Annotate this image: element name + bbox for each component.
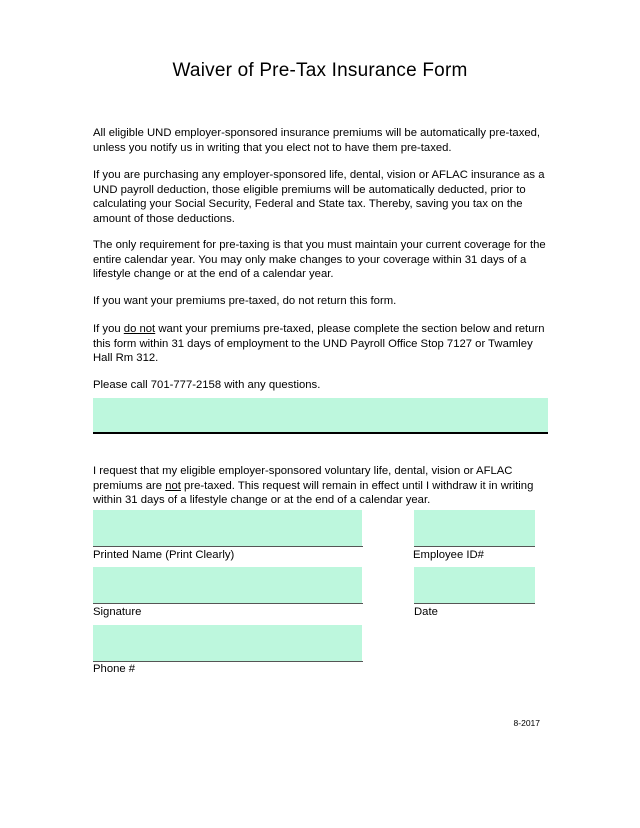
- section-divider: [93, 432, 548, 434]
- not-emphasis: not: [165, 479, 181, 492]
- employee-id-input[interactable]: [414, 510, 535, 546]
- date-label: Date: [414, 606, 438, 618]
- intro-paragraph: All eligible UND employer-sponsored insurance premiums will be automatically pre-taxed, unless you notify us in writing that you elect not to have them pre-taxed.: [93, 127, 541, 154]
- request-statement-start: I request that my eligible employer-sponsored voluntary life, dental, vision or AFLAC premiums are: [93, 465, 513, 492]
- phone-field[interactable]: [93, 625, 362, 661]
- coverage-requirement-paragraph: The only requirement for pre-taxing is that you must maintain your current coverage for the entire calendar year. You may only make changes to your coverage within 31 days of a lifestyle change or at the end of a calendar year.: [93, 239, 546, 280]
- printed-name-field[interactable]: [93, 510, 362, 546]
- signature-input[interactable]: [93, 567, 362, 603]
- phone-label: Phone #: [93, 663, 136, 675]
- request-statement-end: pre-taxed. This request will remain in effect until I withdraw it in writing within 31 days of a lifestyle change or at the end of a calendar year.: [93, 479, 534, 506]
- top-fill-field[interactable]: [93, 398, 548, 432]
- date-field[interactable]: [414, 567, 535, 603]
- waiver-instructions-paragraph: [93, 322, 555, 366]
- printed-name-label: Printed Name (Print Clearly): [93, 549, 235, 561]
- revision-code: 8-2017: [513, 718, 540, 728]
- employee-id-field[interactable]: [414, 510, 535, 546]
- request-statement: [93, 464, 555, 508]
- signature-underline: [93, 603, 363, 604]
- date-underline: [414, 603, 535, 604]
- printed-name-input[interactable]: [93, 510, 362, 546]
- employee-id-label: Employee ID#: [413, 549, 484, 561]
- date-input[interactable]: [414, 567, 535, 603]
- keep-pretax-paragraph: If you want your premiums pre-taxed, do not return this form.: [93, 295, 397, 307]
- payroll-deduction-paragraph: If you are purchasing any employer-sponsored life, dental, vision or AFLAC insurance as a UND payroll deduction, those eligible premiums will be automatically deducted, prior to calculating your Social Security, Federal and State tax. Thereby, saving you tax on the amount of those deductions.: [93, 169, 545, 225]
- signature-label: Signature: [93, 606, 142, 618]
- top-input[interactable]: [93, 398, 548, 432]
- do-not-emphasis: do not: [123, 323, 156, 335]
- waiver-instructions-start: If you: [93, 323, 124, 335]
- phone-input[interactable]: [93, 625, 362, 661]
- contact-paragraph: Please call 701-777-2158 with any questions.: [93, 379, 321, 391]
- printed-name-underline: [93, 546, 363, 547]
- form-title: Waiver of Pre-Tax Insurance Form: [172, 60, 468, 81]
- signature-field[interactable]: [93, 567, 362, 603]
- employee-id-underline: [414, 546, 535, 547]
- waiver-instructions-end: want your premiums pre-taxed, please complete the section below and return this form within 31 days of employment to the UND Payroll Office Stop 7127 or Twamley Hall Rm 312.: [93, 323, 545, 364]
